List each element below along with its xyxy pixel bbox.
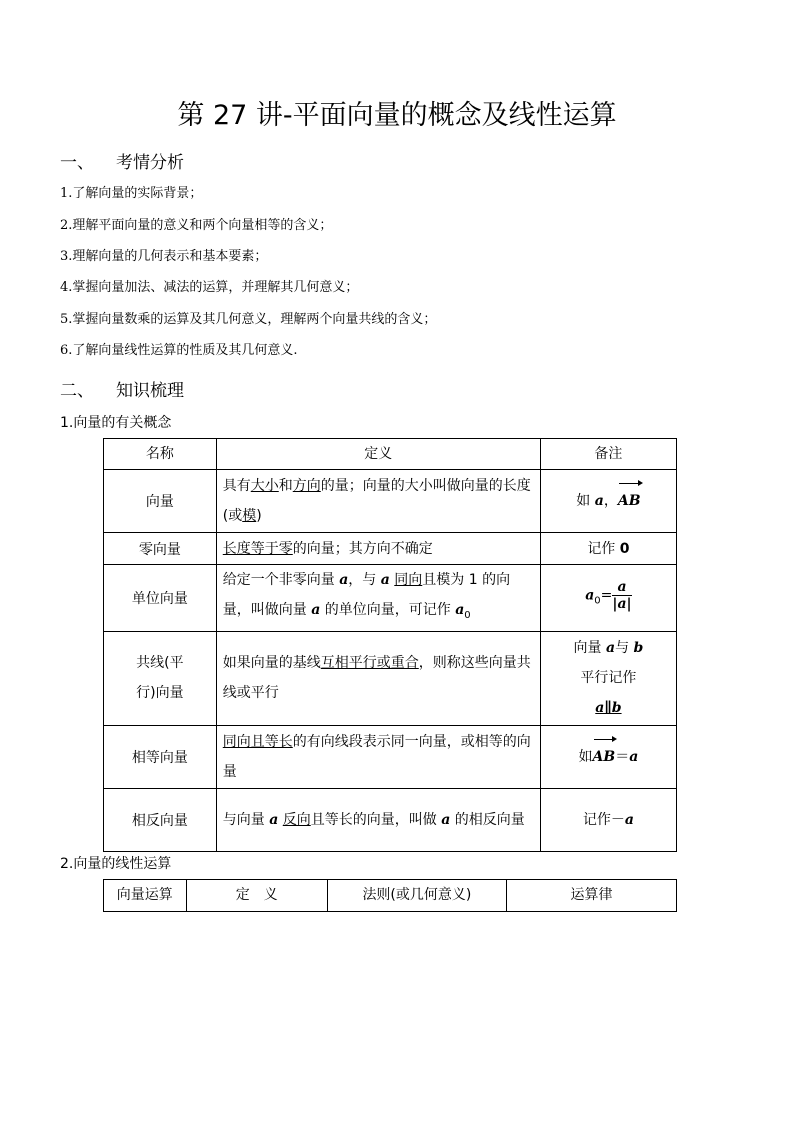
term-note: 如AB＝a	[540, 725, 676, 788]
term-name: 向量	[104, 470, 217, 533]
column-header-operation: 向量运算	[104, 880, 187, 912]
term-name: 共线(平 行)向量	[104, 631, 217, 725]
term-name: 单位向量	[104, 565, 217, 632]
column-header-definition: 定义	[216, 439, 540, 470]
section-number: 一、	[60, 153, 94, 173]
term-name: 相反向量	[104, 788, 217, 851]
term-note: 如 a，AB	[540, 470, 676, 533]
objective-item: 2.理解平面向量的意义和两个向量相等的含义；	[60, 218, 333, 233]
vector-symbol: AB	[593, 742, 616, 772]
term-name: 零向量	[104, 533, 217, 565]
section-label: 知识梳理	[116, 381, 184, 401]
term-note: 向量 a与 b 平行记作 a∥b	[540, 631, 676, 725]
key-term: 互相平行或重合	[320, 655, 419, 672]
column-header-name: 名称	[104, 439, 217, 470]
key-term: 模	[242, 508, 257, 524]
column-header-note: 备注	[540, 439, 676, 470]
table-header-row	[104, 880, 677, 912]
column-header-rule: 法则(或几何意义)	[327, 880, 506, 912]
fraction: $\frac{a}{|a|}$	[612, 579, 632, 613]
column-header-laws: 运算律	[506, 880, 676, 912]
key-term: 大小	[250, 478, 279, 494]
objective-item: 1.了解向量的实际背景；	[60, 186, 203, 201]
math-symbol: 0	[619, 540, 630, 557]
term-note: 记作－a	[540, 788, 676, 851]
key-term: 同向且等长	[222, 733, 293, 750]
key-term: 方向	[292, 478, 321, 494]
table-row	[104, 470, 677, 533]
section-number: 二、	[60, 381, 94, 401]
table-row	[104, 631, 677, 725]
objective-item: 6.了解向量线性运算的性质及其几何意义.	[60, 343, 298, 358]
column-header-definition: 定 义	[186, 880, 327, 912]
vector-symbol: AB	[618, 486, 641, 516]
math-symbol: a∥b	[595, 700, 622, 717]
table-row	[104, 725, 677, 788]
table-row	[104, 788, 677, 851]
section-heading-analysis	[60, 148, 184, 173]
page-title: 第 27 讲-平面向量的概念及线性运算	[177, 100, 617, 131]
objective-item: 3.理解向量的几何表示和基本要素；	[60, 249, 268, 264]
key-term: 长度等于零	[222, 540, 293, 557]
term-definition: 同向且等长的有向线段表示同一向量，或相等的向量	[216, 725, 540, 788]
table-row	[104, 533, 677, 565]
key-term: 反向	[282, 811, 311, 828]
term-definition: 长度等于零的向量；其方向不确定	[216, 533, 540, 565]
objective-item: 5.掌握向量数乘的运算及其几何意义，理解两个向量共线的含义；	[60, 312, 437, 327]
objective-item: 4.掌握向量加法、减法的运算，并理解其几何意义；	[60, 280, 359, 295]
subsection-heading-operations: 2.向量的线性运算	[60, 856, 172, 872]
section-heading-knowledge	[60, 376, 184, 401]
term-definition: 与向量 a 反向且等长的向量，叫做 a 的相反向量	[216, 788, 540, 851]
subsection-heading-concepts: 1.向量的有关概念	[60, 415, 172, 431]
key-term: 同向	[394, 572, 423, 588]
linear-operations-table	[103, 879, 677, 912]
math-symbol: a	[594, 493, 604, 509]
section-label: 考情分析	[116, 153, 184, 173]
term-definition: 具有大小和方向的量；向量的大小叫做向量的长度(或模)	[216, 470, 540, 533]
table-row	[104, 565, 677, 632]
table-header-row	[104, 439, 677, 470]
term-name: 相等向量	[104, 725, 217, 788]
term-definition: 如果向量的基线互相平行或重合，则称这些向量共线或平行	[216, 631, 540, 725]
term-definition: 给定一个非零向量 a，与 a 同向且模为 1 的向量，叫做向量 a 的单位向量，可记作 $a_0$	[216, 565, 540, 632]
vector-concepts-table	[103, 438, 677, 852]
term-note: 记作 0	[540, 533, 676, 565]
term-note: $a_0=$ $\frac{a}{|a|}$	[540, 565, 676, 632]
